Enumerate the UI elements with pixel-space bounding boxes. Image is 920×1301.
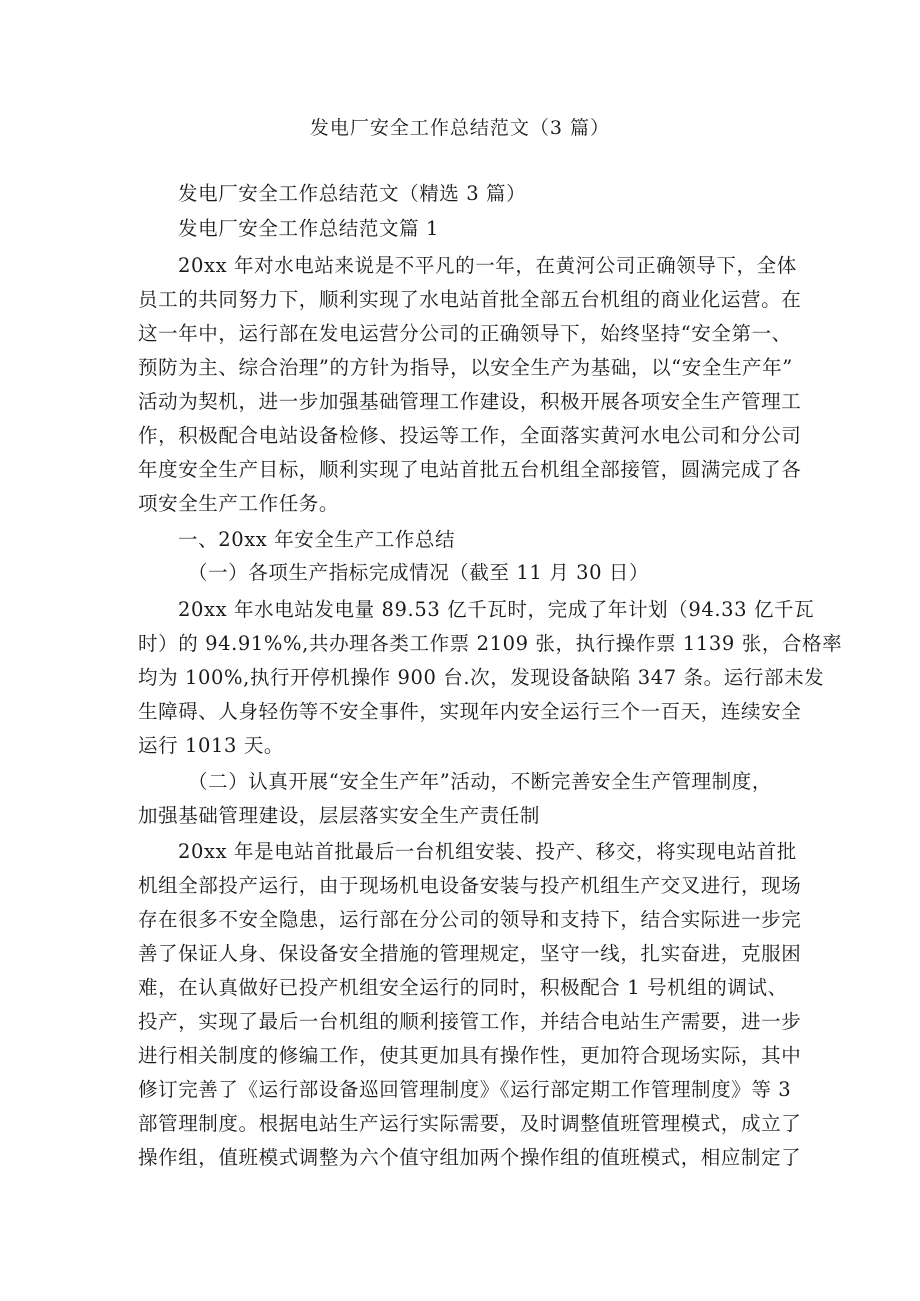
paragraph-line: 存在很多不安全隐患，运行部在分公司的领导和支持下，结合实际进一步完: [138, 908, 802, 931]
paragraph-line: 善了保证人身、保设备安全措施的管理规定，坚守一线，扎实奋进，克服困: [138, 942, 802, 965]
paragraph-line: 投产，实现了最后一台机组的顺利接管工作，并结合电站生产需要，进一步: [138, 1010, 802, 1033]
paragraph-line: 活动为契机，进一步加强基础管理工作建设，积极开展各项安全生产管理工: [138, 390, 802, 413]
paragraph-line: 20xx 年是电站首批最后一台机组安装、投产、移交，将实现电站首批: [178, 840, 797, 863]
paragraph-line: 20xx 年对水电站来说是不平凡的一年，在黄河公司正确领导下，全体: [178, 254, 797, 277]
paragraph-line: 20xx 年水电站发电量 89.53 亿千瓦时，完成了年计划（94.33 亿千瓦: [178, 598, 815, 621]
paragraph-line: 作，积极配合电站设备检修、投运等工作，全面落实黄河水电公司和分公司: [138, 424, 802, 447]
section-heading: 发电厂安全工作总结范文篇 1: [178, 217, 440, 240]
paragraph-line: 难，在认真做好已投产机组安全运行的同时，积极配合 1 号机组的调试、: [138, 976, 788, 999]
subheading-line: 加强基础管理建设，层层落实安全生产责任制: [138, 804, 541, 827]
paragraph-line: 进行相关制度的修编工作，使其更加具有操作性，更加符合现场实际，其中: [138, 1044, 802, 1067]
paragraph-line: 时）的 94.91%%,共办理各类工作票 2109 张，执行操作票 1139 张，合格率: [138, 632, 843, 655]
paragraph-line: 项安全生产工作任务。: [138, 492, 340, 515]
subtitle-line: 发电厂安全工作总结范文（精选 3 篇）: [178, 182, 527, 205]
paragraph-line: 部管理制度。根据电站生产运行实际需要，及时调整值班管理模式，成立了: [138, 1112, 802, 1135]
paragraph-line: 机组全部投产运行，由于现场机电设备安装与投产机组生产交叉进行，现场: [138, 874, 802, 897]
paragraph-line: 运行 1013 天。: [138, 734, 285, 757]
heading-line: 一、20xx 年安全生产工作总结: [178, 528, 456, 551]
paragraph-line: 操作组，值班模式调整为六个值守组加两个操作组的值班模式，相应制定了: [138, 1146, 802, 1169]
paragraph-line: 均为 100%,执行开停机操作 900 台.次，发现设备缺陷 347 条。运行部未发: [138, 666, 825, 689]
paragraph-line: 修订完善了《运行部设备巡回管理制度》《运行部定期工作管理制度》等 3: [138, 1078, 792, 1101]
paragraph-line: 预防为主、综合治理”的方针为指导，以安全生产为基础，以“安全生产年”: [138, 356, 793, 379]
paragraph-line: 员工的共同努力下，顺利实现了水电站首批全部五台机组的商业化运营。在: [138, 288, 802, 311]
subheading-line: （二）认真开展“安全生产年”活动，不断完善安全生产管理制度，: [188, 770, 772, 793]
paragraph-line: 这一年中，运行部在发电运营分公司的正确领导下，始终坚持“安全第一、: [138, 322, 792, 345]
document-title: 发电厂安全工作总结范文（3 篇）: [309, 117, 611, 139]
subheading-line: （一）各项生产指标完成情况（截至 11 月 30 日）: [188, 561, 650, 584]
paragraph-line: 生障碍、人身轻伤等不安全事件，实现年内安全运行三个一百天，连续安全: [138, 700, 802, 723]
paragraph-line: 年度安全生产目标，顺利实现了电站首批五台机组全部接管，圆满完成了各: [138, 458, 802, 481]
